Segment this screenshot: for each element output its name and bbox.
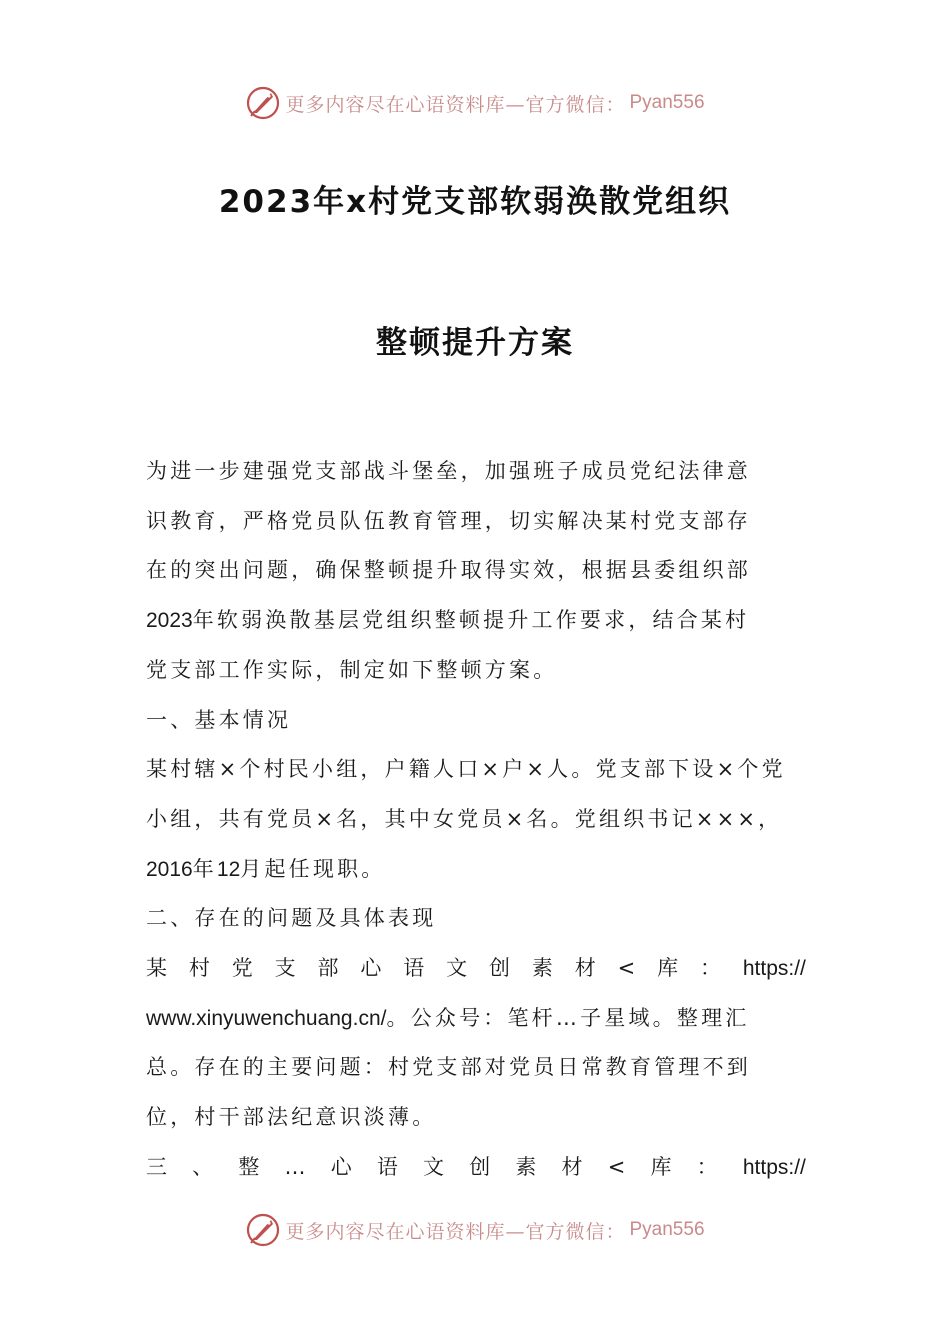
spread-char: 心 <box>330 1154 352 1179</box>
watermark-wechat: Pyan556 <box>629 92 705 113</box>
year-number: 2016 <box>146 857 193 881</box>
section2-line: 位，村干部法纪意识淡薄。 <box>146 1105 437 1130</box>
intro-line: 为进一步建强党支部战斗堡垒，加强班子成员党纪法律意 <box>146 459 751 483</box>
spread-char: < <box>617 956 636 981</box>
section1-line <box>146 845 806 895</box>
footer-watermark <box>0 1210 950 1250</box>
intro-line-text: 年软弱涣散基层党组织整顿提升工作要求，结合某村 <box>192 608 750 633</box>
spread-char: ： <box>699 956 721 981</box>
watermark-wechat: Pyan556 <box>629 1219 705 1240</box>
section-heading: 二、存在的问题及具体表现 <box>146 906 437 931</box>
spread-char: 某 <box>146 956 167 981</box>
url-text: www.xinyuwenchuang.cn/ <box>146 1006 387 1030</box>
spread-char: 党 <box>231 956 253 981</box>
spread-char: 库 <box>657 956 679 981</box>
spread-char: 语 <box>403 956 425 981</box>
spread-char: 创 <box>489 956 510 981</box>
spread-char: 部 <box>317 956 339 981</box>
spread-char: < <box>607 1154 626 1179</box>
spread-char: 素 <box>531 956 553 981</box>
watermark-text: 更多内容尽在心语资料库—官方微信： <box>285 93 626 116</box>
spread-char: ： <box>696 1154 718 1179</box>
spread-char: 文 <box>446 956 468 981</box>
month-number: 12 <box>216 857 241 881</box>
watermark-text: 更多内容尽在心语资料库—官方微信： <box>285 1220 626 1243</box>
spread-char: 、 <box>192 1154 214 1179</box>
quill-logo-icon <box>245 85 281 121</box>
spread-char: 三 <box>146 1154 167 1179</box>
section2-line <box>146 994 806 1044</box>
intro-line: 在的突出问题，确保整顿提升取得实效，根据县委组织部 <box>146 558 751 583</box>
spread-char: 文 <box>423 1154 445 1179</box>
spread-char: 整 <box>238 1154 260 1179</box>
header-watermark <box>0 83 950 123</box>
year-number: 2023 <box>146 609 193 633</box>
url-fragment: https:// <box>742 1155 806 1179</box>
section1-text: 年 <box>192 856 217 881</box>
section2-line: 总。存在的主要问题：村党支部对党员日常教育管理不到 <box>146 1055 751 1080</box>
spread-char: 语 <box>376 1154 398 1179</box>
spread-char: 创 <box>469 1154 491 1179</box>
section2-text: 。公众号：笔杆…子星域。整理汇 <box>386 1005 750 1030</box>
section-heading: 一、基本情况 <box>146 707 292 732</box>
spread-char: 村 <box>188 956 210 981</box>
spread-char: 库 <box>650 1154 672 1179</box>
section1-text: 月起任现职。 <box>240 856 386 881</box>
url-fragment: https:// <box>742 957 806 981</box>
intro-line <box>146 596 806 646</box>
spread-char: 支 <box>274 956 296 981</box>
spread-char: 材 <box>574 956 596 981</box>
quill-logo-icon <box>245 1212 281 1248</box>
section1-line: 某村辖×个村民小组，户籍人口×户×人。党支部下设×个党 <box>146 757 786 782</box>
intro-line: 识教育，严格党员队伍教育管理，切实解决某村党支部存 <box>146 508 751 533</box>
spread-char: 心 <box>360 956 382 981</box>
intro-line: 党支部工作实际，制定如下整顿方案。 <box>146 657 558 682</box>
spread-char: … <box>284 1154 306 1179</box>
document-title-line2: 整顿提升方案 <box>376 325 574 361</box>
section3-spread-line <box>146 1143 806 1193</box>
section2-spread-line <box>146 944 806 994</box>
spread-char: 材 <box>561 1154 583 1179</box>
document-title-line1: 2023年x村党支部软弱涣散党组织 <box>218 184 732 220</box>
document-body <box>146 447 806 1193</box>
spread-char: 素 <box>515 1154 537 1179</box>
section1-line: 小组，共有党员×名，其中女党员×名。党组织书记×××， <box>146 806 783 831</box>
